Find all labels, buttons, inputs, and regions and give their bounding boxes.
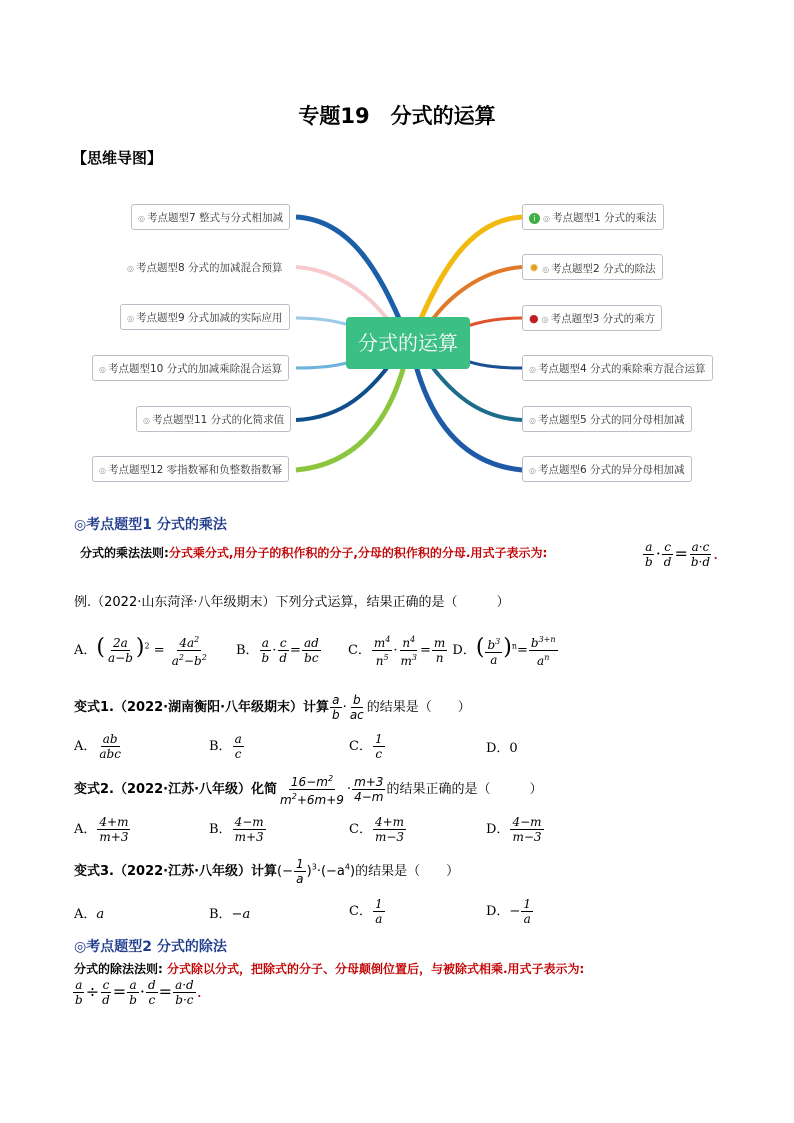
node-label: 考点题型12 零指数幂和负整数指数幂 [107,464,283,476]
info-icon: i [529,213,540,224]
gear-icon: ✹ [529,261,540,275]
node-label: 考点题型2 分式的除法 [551,263,656,275]
node-left-1 [131,204,290,230]
node-label: 考点题型6 分式的异分母相加减 [537,464,685,476]
node-label: 考点题型8 分式的加减混合预算 [135,262,283,274]
section1-rule [80,544,720,561]
mindmap-heading: 【思维导图】 [72,149,163,167]
node-right-5 [522,406,692,432]
rule-label: 分式的除法法则: [74,962,163,976]
node-right-1 [522,204,664,230]
bullet-dot-icon: ◎ [529,466,536,475]
node-right-6 [522,456,692,482]
bullet-dot-icon: ◎ [143,416,150,425]
bullet-dot-icon: ◎ [529,416,536,425]
variant1-tail: 的结果是（ ） [366,700,471,715]
variant2-lead: 变式2.（2022·江苏·八年级）化简 [74,782,278,797]
variant3-question: 变式3.（2022·江苏·八年级）计算(− $\frac{1}{a}$ )$^3\cdot(-a^4)$的结果是（ ） [74,857,460,886]
variant1-lead: 变式1.（2022·湖南衡阳·八年级期末）计算 [74,700,330,715]
rule-label: 分式的乘法法则: [80,546,169,560]
bullet-dot-icon: ◎ [541,315,549,324]
section1-heading: ◎考点题型1 分式的乘法 [74,517,227,533]
rule-text: 分式除以分式，把除式的分子、分母颠倒位置后，与被除式相乘.用式子表示为: [162,962,585,976]
bullet-dot-icon: ◎ [543,214,550,223]
node-left-2 [120,254,290,280]
mind-map [0,190,794,500]
node-label: 考点题型9 分式加减的实际应用 [135,312,283,324]
mindmap-center: 分式的运算 [346,317,470,369]
example-question: 例.（2022·山东菏泽·八年级期末）下列分式运算，结果正确的是（ ） [74,595,510,610]
bullet-dot-icon: ◎ [99,365,106,374]
variant1-question: 变式1.（2022·湖南衡阳·八年级期末）计算 $\frac{a}{b}$ · $\frac{b}{ac}$ 的结果是（ ） [74,693,471,722]
node-right-2 [522,254,663,280]
variant2-question: 变式2.（2022·江苏·八年级）化简 $\frac{16-m^2}{m^2+6m+9}$ · $\frac{m+3}{4-m}$ 的结果正确的是（ ） [74,774,543,807]
variant3-tail: 的结果是（ ） [355,864,460,879]
bullet-dot-icon: ◎ [127,264,134,273]
variant2-tail: 的结果正确的是（ ） [386,782,543,797]
rule2-formula: $\frac{a}{b}$ ÷ $\frac{c}{d}$ = $\frac{a}{b}$ · $\frac{d}{c}$ = $\frac{a\cdot d}{b\cdot c}$ . [75,978,202,1007]
node-left-3 [120,304,290,330]
node-label: 考点题型1 分式的乘法 [551,212,657,224]
example-options: A．( $\frac{2a}{a-b}$ )$^2$ = $\frac{4a^2}{a^2-b^2}$ B． $\frac{a}{b}$ · $\frac{c}{d}$ = $\frac{ad}{bc}$ C． $\frac{m^4}{n^5}$ · $\frac{n^4}{m^3}$ = $\frac{m}{n}$ D．( $\frac{b^3}{a}$ )$^n$= $\frac{b^{3+n}}{a^n}$ [74,635,556,668]
node-label: 考点题型4 分式的乘除乘方混合运算 [537,363,706,375]
node-left-4 [92,355,289,381]
node-left-5 [136,406,291,432]
person-icon: ● [529,312,539,325]
node-right-3 [522,305,662,331]
bullet-dot-icon: ◎ [99,466,106,475]
bullet-dot-icon: ◎ [529,365,536,374]
node-label: 考点题型7 整式与分式相加减 [146,212,284,224]
variant3-lead: 变式3.（2022·江苏·八年级）计算 [74,864,278,879]
node-right-4 [522,355,713,381]
bullet-dot-icon: ◎ [138,214,145,223]
section2-heading: ◎考点题型2 分式的除法 [74,939,227,955]
node-label: 考点题型3 分式的乘方 [550,313,656,325]
node-label: 考点题型5 分式的同分母相加减 [537,414,685,426]
bullet-dot-icon: ◎ [542,265,550,274]
rule1-formula: $\frac{a}{b}$ · $\frac{c}{d}$ = $\frac{a\cdot c}{b\cdot d}$ . [645,540,719,569]
node-label: 考点题型11 分式的化简求值 [151,414,285,426]
bullet-dot-icon: ◎ [127,314,134,323]
node-left-6 [92,456,289,482]
rule-text: 分式乘分式,用分子的积作积的分子,分母的积作积的分母.用式子表示为: [168,546,548,560]
page-title: 专题19 分式的运算 [298,104,496,128]
node-label: 考点题型10 分式的加减乘除混合运算 [107,363,283,375]
section2-rule [74,960,734,977]
